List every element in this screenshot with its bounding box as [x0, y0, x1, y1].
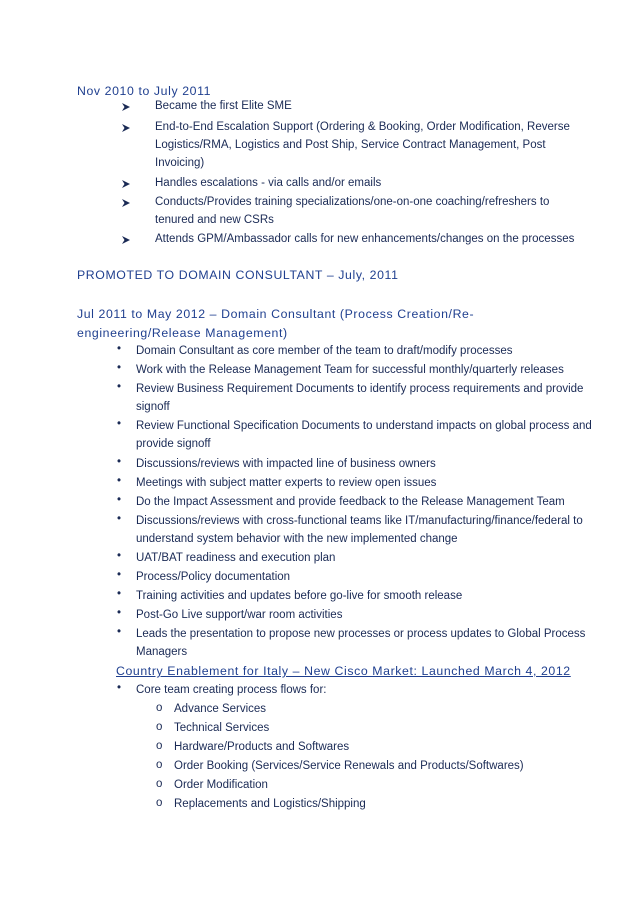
arrow-bullet-icon [121, 179, 131, 189]
list-item: Work with the Release Management Team for successful monthly/quarterly releases [136, 364, 564, 376]
list-item-continuation: Logistics/RMA, Logistics and Post Ship, Service Contract Management, Post [155, 139, 546, 151]
circle-bullet: o [156, 740, 163, 752]
circle-bullet: o [156, 797, 163, 809]
list-item-continuation: Managers [136, 646, 188, 658]
list-item: Review Functional Specification Documents to understand impacts on global process and [136, 420, 592, 432]
list-item: Conducts/Provides training specializations/one-on-one coaching/refreshers to [155, 196, 550, 208]
arrow-bullet-icon [121, 123, 131, 133]
bullet-dot: • [117, 626, 122, 638]
bullet-dot: • [117, 494, 122, 506]
country-enablement-heading: Country Enablement for Italy – New Cisco Market: Launched March 4, 2012 [116, 664, 571, 678]
list-item: Review Business Requirement Documents to identify process requirements and provide [136, 383, 584, 395]
bullet-dot: • [117, 343, 122, 355]
list-item: Domain Consultant as core member of the team to draft/modify processes [136, 345, 513, 357]
bullet-dot: • [117, 569, 122, 581]
list-item: Training activities and updates before go-live for smooth release [136, 590, 463, 602]
bullet-dot: • [117, 475, 122, 487]
sub-list-item: Technical Services [174, 722, 270, 734]
bullet-dot: • [117, 682, 122, 694]
list-item: UAT/BAT readiness and execution plan [136, 552, 336, 564]
section-heading-nov-2010: Nov 2010 to July 2011 [77, 84, 212, 98]
circle-bullet: o [156, 778, 163, 790]
sub-list-item: Replacements and Logistics/Shipping [174, 798, 366, 810]
circle-bullet: o [156, 759, 163, 771]
list-item: Leads the presentation to propose new processes or process updates to Global Process [136, 628, 586, 640]
list-item: Discussions/reviews with impacted line of business owners [136, 458, 436, 470]
list-item: Do the Impact Assessment and provide feedback to the Release Management Team [136, 496, 565, 508]
list-item: Core team creating process flows for: [136, 684, 327, 696]
bullet-dot: • [117, 456, 122, 468]
bullet-dot: • [117, 513, 122, 525]
section-heading-jul-2011-cont: engineering/Release Management) [77, 326, 288, 340]
circle-bullet: o [156, 702, 163, 714]
arrow-bullet-icon [121, 235, 131, 245]
list-item-continuation: understand system behavior with the new implemented change [136, 533, 458, 545]
promotion-heading: PROMOTED TO DOMAIN CONSULTANT – July, 2011 [77, 268, 399, 282]
list-item: Process/Policy documentation [136, 571, 291, 583]
list-item-continuation: Invoicing) [155, 157, 205, 169]
bullet-dot: • [117, 607, 122, 619]
sub-list-item: Order Booking (Services/Service Renewals and Products/Softwares) [174, 760, 524, 772]
list-item-continuation: tenured and new CSRs [155, 214, 274, 226]
list-item-continuation: provide signoff [136, 438, 211, 450]
bullet-dot: • [117, 362, 122, 374]
list-item: End-to-End Escalation Support (Ordering & Booking, Order Modification, Reverse [155, 121, 570, 133]
circle-bullet: o [156, 721, 163, 733]
list-item: Meetings with subject matter experts to review open issues [136, 477, 437, 489]
arrow-bullet-icon [121, 102, 131, 112]
sub-list-item: Order Modification [174, 779, 268, 791]
sub-list-item: Hardware/Products and Softwares [174, 741, 350, 753]
list-item-continuation: signoff [136, 401, 170, 413]
arrow-bullet-icon [121, 198, 131, 208]
list-item: Became the first Elite SME [155, 100, 292, 112]
sub-list-item: Advance Services [174, 703, 267, 715]
list-item: Attends GPM/Ambassador calls for new enhancements/changes on the processes [155, 233, 575, 245]
section-heading-jul-2011: Jul 2011 to May 2012 – Domain Consultant (Process Creation/Re- [77, 307, 475, 321]
bullet-dot: • [117, 588, 122, 600]
bullet-dot: • [117, 418, 122, 430]
bullet-dot: • [117, 381, 122, 393]
list-item: Discussions/reviews with cross-functional teams like IT/manufacturing/finance/federal to [136, 515, 583, 527]
list-item: Handles escalations - via calls and/or emails [155, 177, 382, 189]
bullet-dot: • [117, 550, 122, 562]
list-item: Post-Go Live support/war room activities [136, 609, 343, 621]
